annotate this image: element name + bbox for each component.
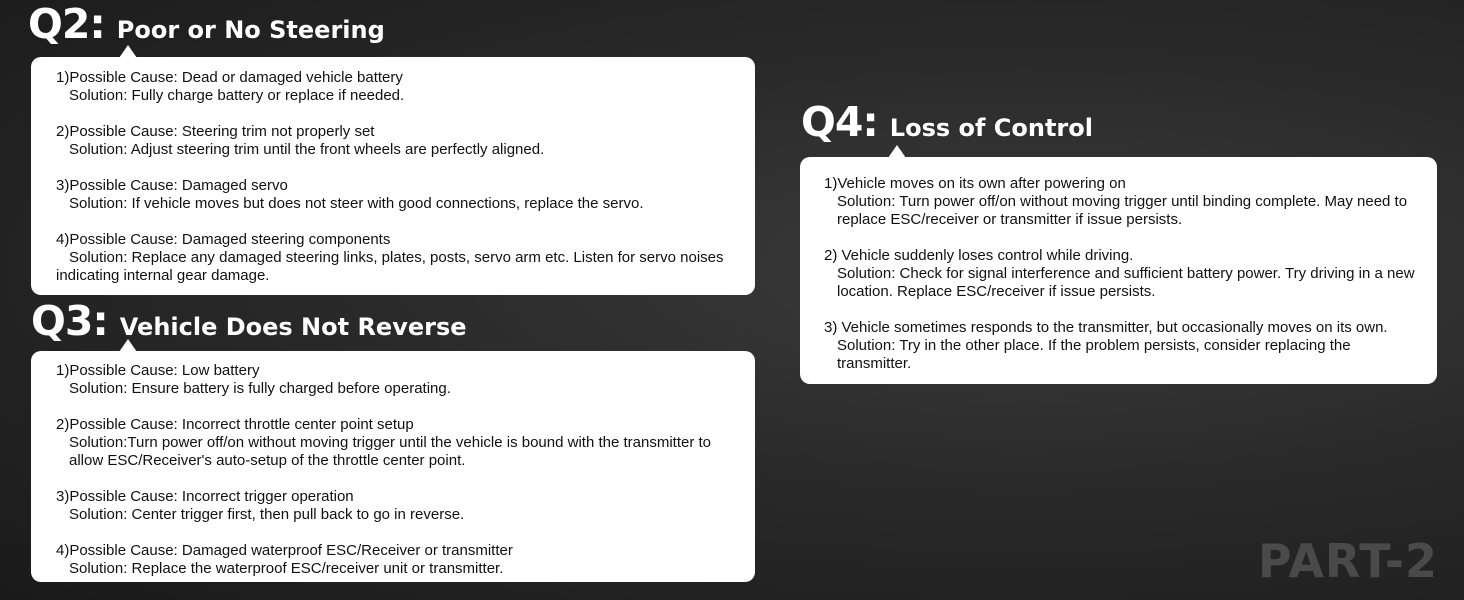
cause-text: 4)Possible Cause: Damaged waterproof ESC/Receiver or transmitter <box>56 542 513 559</box>
solution-text: Solution: Replace the waterproof ESC/receiver unit or transmitter. <box>69 560 504 577</box>
list-item <box>56 231 737 285</box>
q2-title: Poor or No Steering <box>116 16 385 44</box>
list-item <box>56 123 737 159</box>
solution-text: Solution: Adjust steering trim until the front wheels are perfectly aligned. <box>69 141 545 158</box>
list-item <box>56 488 739 524</box>
cause-text: 3)Possible Cause: Damaged servo <box>56 177 288 194</box>
q4-answer-box <box>800 157 1437 384</box>
solution-text: Solution: Replace any damaged steering links, plates, posts, servo arm etc. Listen for servo noises indicating internal gear damage. <box>56 249 724 284</box>
solution-text: Solution: If vehicle moves but does not steer with good connections, replace the servo. <box>69 195 644 212</box>
list-item <box>824 319 1427 373</box>
solution-text: Solution: Center trigger first, then pull back to go in reverse. <box>69 506 465 523</box>
list-item <box>56 177 737 213</box>
q2-answer-box <box>31 57 755 295</box>
cause-text: 1)Possible Cause: Dead or damaged vehicle battery <box>56 69 403 86</box>
solution-text: Solution:Turn power off/on without moving trigger until the vehicle is bound with the transmitter to allow ESC/Receiver's auto-setup of the throttle center point. <box>69 434 712 469</box>
cause-text: 2)Possible Cause: Steering trim not properly set <box>56 123 375 140</box>
cause-text: 4)Possible Cause: Damaged steering components <box>56 231 391 248</box>
q2-heading <box>28 0 385 48</box>
solution-text: Solution: Fully charge battery or replace if needed. <box>69 87 405 104</box>
q4-number: Q4: <box>801 98 878 146</box>
cause-text: 1)Vehicle moves on its own after powering on <box>824 175 1126 192</box>
list-item <box>56 69 737 105</box>
list-item <box>56 542 739 578</box>
q3-title: Vehicle Does Not Reverse <box>119 313 467 341</box>
list-item <box>56 362 739 398</box>
cause-text: 2)Possible Cause: Incorrect throttle center point setup <box>56 416 414 433</box>
cause-text: 3)Possible Cause: Incorrect trigger operation <box>56 488 354 505</box>
cause-text: 2) Vehicle suddenly loses control while driving. <box>824 247 1134 264</box>
list-item <box>824 247 1427 301</box>
list-item <box>824 175 1427 229</box>
solution-text: Solution: Ensure battery is fully charged before operating. <box>69 380 451 397</box>
solution-text: Solution: Turn power off/on without moving trigger until binding complete. May need to replace ESC/receiver or transmitter if issue persists. <box>837 193 1408 228</box>
q4-heading <box>801 98 1093 146</box>
part-watermark: PART-2 <box>1257 534 1438 588</box>
q3-number: Q3: <box>31 297 108 345</box>
q3-heading <box>31 297 467 345</box>
cause-text: 1)Possible Cause: Low battery <box>56 362 260 379</box>
cause-text: 3) Vehicle sometimes responds to the transmitter, but occasionally moves on its own. <box>824 319 1388 336</box>
solution-text: Solution: Try in the other place. If the problem persists, consider replacing the transmitter. <box>837 337 1351 372</box>
q3-answer-box <box>31 351 755 582</box>
solution-text: Solution: Check for signal interference and sufficient battery power. Try driving in a new location. Replace ESC/receiver if issue persists. <box>837 265 1415 300</box>
q4-title: Loss of Control <box>889 114 1093 142</box>
q2-number: Q2: <box>28 0 105 48</box>
list-item <box>56 416 739 470</box>
